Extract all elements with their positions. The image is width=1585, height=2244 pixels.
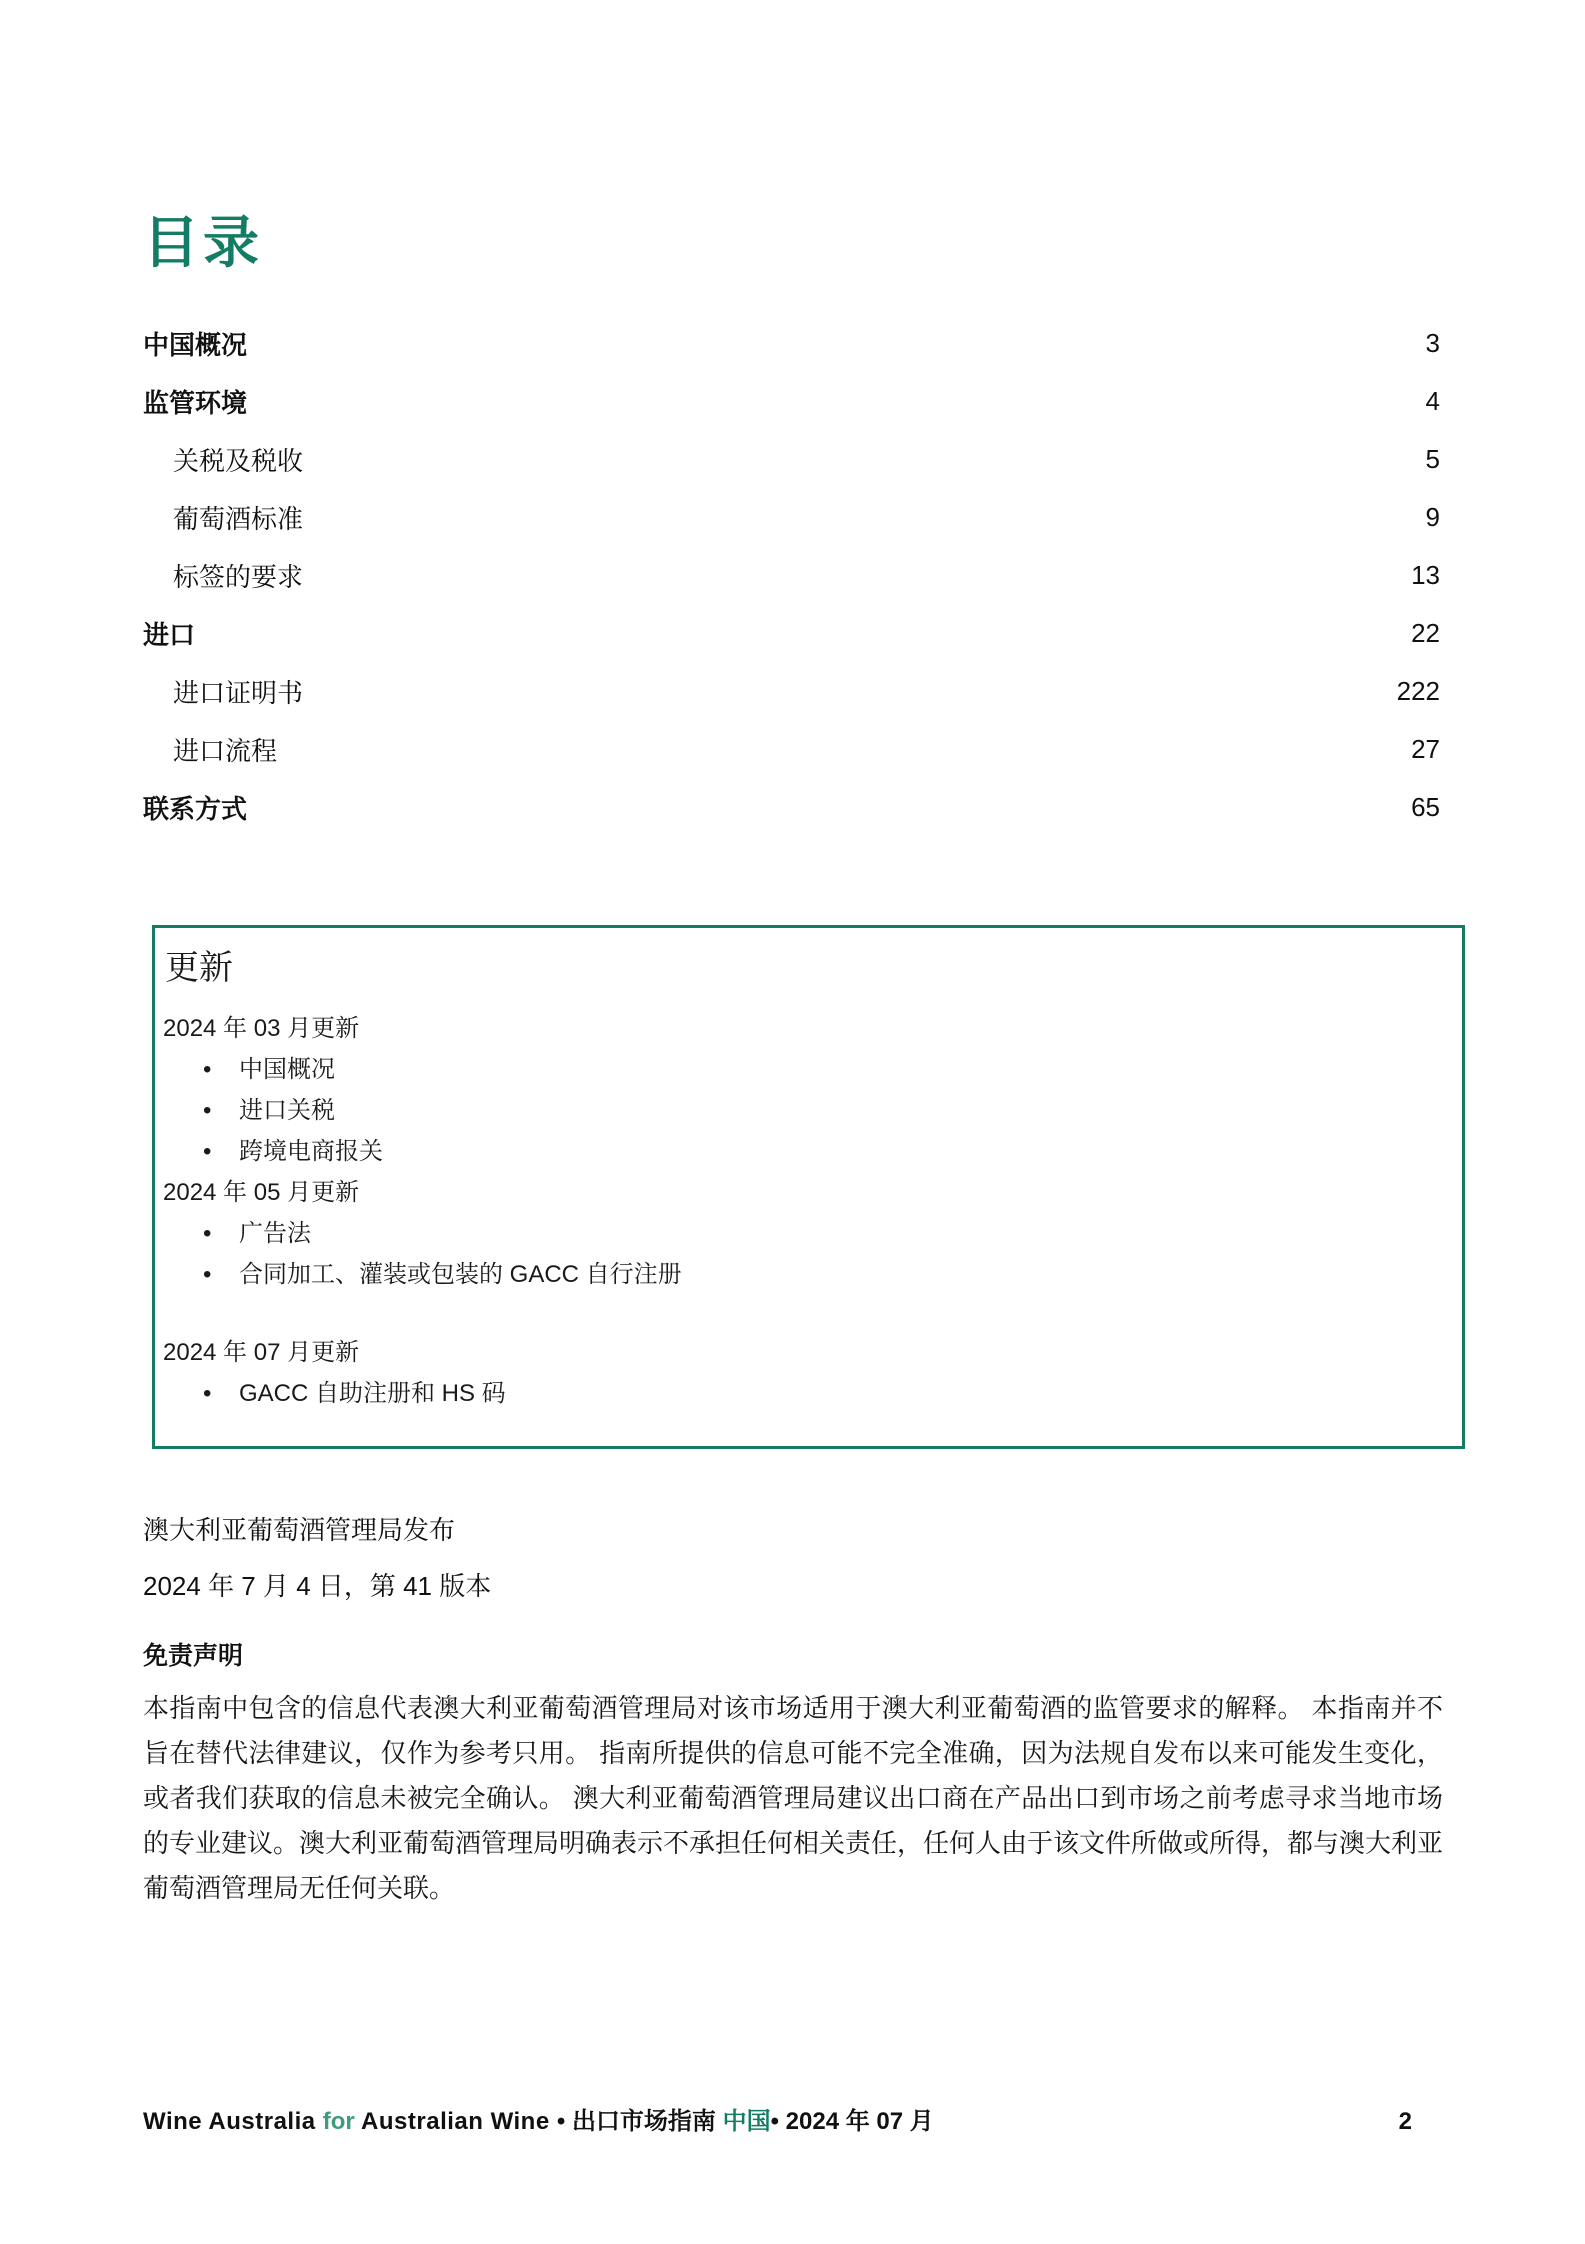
- update-list-item: • GACC 自助注册和 HS 码: [163, 1373, 1442, 1414]
- toc-entry-page-number: 5: [1425, 443, 1440, 474]
- footer-guide-label: 出口市场指南: [571, 2108, 723, 2135]
- toc-entry-label: 进口流程: [173, 735, 278, 766]
- toc-entry-label: 标签的要求: [173, 561, 304, 592]
- footer-market-name: 中国: [722, 2108, 771, 2135]
- toc-entry-label: 中国概况: [143, 329, 248, 360]
- toc-entry-china-overview[interactable]: [143, 314, 1440, 372]
- table-of-contents: [143, 314, 1440, 836]
- update-group-july: [163, 1332, 1442, 1414]
- footer-brand: Wine Australia: [143, 2108, 323, 2135]
- update-group-march: [163, 1008, 1442, 1172]
- disclaimer-heading: 免责声明: [143, 1642, 244, 1670]
- toc-entry-label: 联系方式: [143, 793, 248, 824]
- footer-bullet: •: [556, 2108, 572, 2135]
- update-group-date: 2024 年 03 月更新: [163, 1015, 360, 1042]
- footer-brand-tail: Australian Wine: [354, 2108, 557, 2135]
- toc-entry-page-number: 27: [1411, 733, 1440, 764]
- updates-box: [152, 925, 1465, 1449]
- update-list-item: • 跨境电商报关: [163, 1131, 1442, 1172]
- publication-info: [143, 1510, 1443, 1911]
- footer-brand-for: for: [322, 2108, 355, 2135]
- update-group-date: 2024 年 05 月更新: [163, 1179, 360, 1206]
- toc-entry-page-number: 13: [1411, 559, 1440, 590]
- toc-entry-tariffs-taxes[interactable]: [143, 430, 1440, 488]
- update-list-item: • 广告法: [163, 1213, 1442, 1254]
- updates-heading: 更新: [165, 949, 233, 987]
- toc-entry-page-number: 4: [1425, 385, 1440, 416]
- toc-entry-page-number: 65: [1411, 791, 1440, 822]
- footer-page-number: 2: [1398, 2108, 1412, 2135]
- toc-entry-import[interactable]: [143, 604, 1440, 662]
- toc-entry-labelling-requirements[interactable]: [143, 546, 1440, 604]
- version-line: 2024 年 7 月 4 日，第 41 版本: [143, 1571, 492, 1601]
- toc-entry-import-process[interactable]: [143, 720, 1440, 778]
- toc-entry-page-number: 9: [1425, 501, 1440, 532]
- toc-entry-regulatory-environment[interactable]: [143, 372, 1440, 430]
- update-list-item: • 中国概况: [163, 1049, 1442, 1090]
- toc-entry-label: 进口证明书: [173, 677, 304, 708]
- toc-entry-page-number: 3: [1425, 327, 1440, 358]
- toc-entry-page-number: 22: [1411, 617, 1440, 648]
- update-group-may: [163, 1172, 1442, 1295]
- toc-entry-wine-standards[interactable]: [143, 488, 1440, 546]
- footer-date: • 2024 年 07 月: [770, 2108, 934, 2135]
- publisher-line: 澳大利亚葡萄酒管理局发布: [143, 1515, 456, 1545]
- toc-entry-label: 葡萄酒标准: [173, 503, 304, 534]
- toc-entry-page-number: 222: [1396, 675, 1440, 706]
- update-list-item: • 进口关税: [163, 1090, 1442, 1131]
- disclaimer-body: 本指南中包含的信息代表澳大利亚葡萄酒管理局对该市场适用于澳大利亚葡萄酒的监管要求的解释。 本指南并不旨在替代法律建议，仅作为参考只用。 指南所提供的信息可能不完全准确，因为法规自发布以来可能发生变化，或者我们获取的信息未被完全确认。 澳大利亚葡萄酒管理局建议出口商在产品出口到市场之前考虑寻求当地市场的专业建议。澳大利亚葡萄酒管理局明确表示不承担任何相关责任，任何人由于该文件所做或所得，都与澳大利亚葡萄酒管理局无任何关联。: [143, 1693, 1444, 1903]
- toc-entry-label: 监管环境: [143, 387, 248, 418]
- page-title: 目录: [143, 211, 263, 274]
- toc-entry-contacts[interactable]: [143, 778, 1440, 836]
- toc-entry-import-certificates[interactable]: [143, 662, 1440, 720]
- toc-entry-label: 进口: [143, 619, 196, 650]
- toc-entry-label: 关税及税收: [173, 445, 304, 476]
- update-list-item: • 合同加工、灌装或包装的 GACC 自行注册: [163, 1254, 1442, 1295]
- page-footer: [143, 2098, 1440, 2146]
- update-group-date: 2024 年 07 月更新: [163, 1339, 360, 1366]
